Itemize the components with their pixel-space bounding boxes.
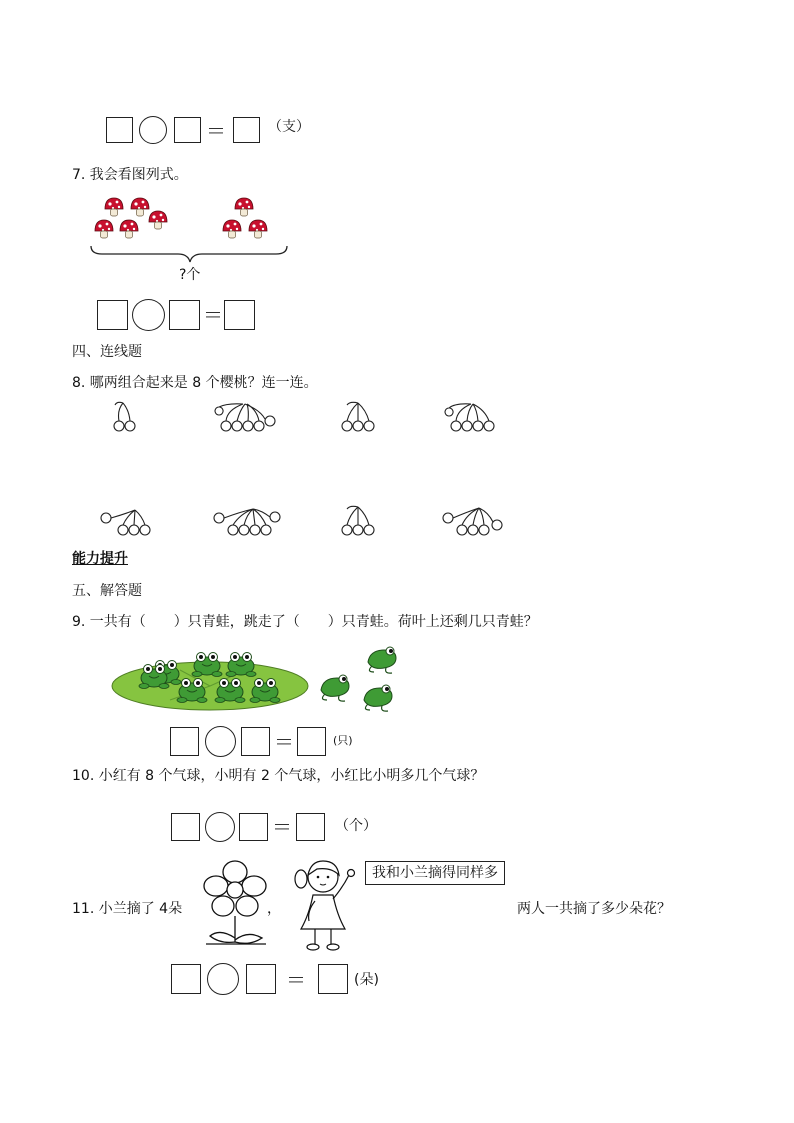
mushroom-picture: [90, 194, 330, 244]
unit-label: （个）: [335, 818, 377, 834]
answer-box[interactable]: [318, 964, 348, 994]
frog-icon: [364, 685, 392, 711]
answer-box[interactable]: [241, 727, 270, 756]
mushroom-icon: [95, 220, 113, 238]
mushroom-icon: [131, 198, 149, 216]
question-11-question: 两人一共摘了多少朵花？: [517, 901, 671, 917]
question-8-title: 8. 哪两组合起来是 8 个樱桃？连一连。: [72, 375, 318, 391]
answer-box[interactable]: [246, 964, 276, 994]
operator-circle[interactable]: [205, 812, 235, 842]
equals-sign: ＝: [206, 119, 226, 143]
question-11-text: 11. 小兰摘了 4朵: [72, 901, 183, 917]
question-7-title: 7. 我会看图列式。: [72, 167, 188, 183]
answer-box[interactable]: [171, 964, 201, 994]
answer-box[interactable]: [174, 117, 201, 143]
frog-icon: [192, 653, 222, 677]
curly-brace: [88, 244, 298, 266]
question-9-title: 9. 一共有（ ）只青蛙，跳走了（ ）只青蛙。荷叶上还剩几只青蛙？: [72, 614, 538, 630]
cherry-group-6: [214, 509, 280, 535]
equals-sign: ＝: [274, 730, 294, 754]
girl-illustration: [287, 855, 362, 955]
cherry-group-3: [342, 402, 374, 431]
operator-circle[interactable]: [132, 299, 165, 331]
operator-circle[interactable]: [205, 726, 236, 757]
cherry-group-2: [114, 402, 135, 431]
answer-box[interactable]: [296, 813, 325, 841]
comma: ，: [267, 901, 281, 917]
section-5-title: 五、解答题: [72, 583, 142, 599]
cherry-group-4: [101, 510, 150, 535]
answer-box[interactable]: [170, 727, 199, 756]
flower-icon: [200, 860, 270, 950]
equals-sign: ＝: [286, 968, 306, 992]
cherry-group-4: [445, 404, 494, 431]
answer-box[interactable]: [297, 727, 326, 756]
ability-heading: 能力提升: [72, 551, 128, 567]
mushroom-icon: [249, 220, 267, 238]
frog-picture: [110, 640, 410, 720]
answer-box[interactable]: [224, 300, 255, 330]
cherry-group-3: [342, 506, 374, 535]
unit-label: (只): [333, 734, 353, 747]
cherry-group-5: [215, 404, 275, 431]
mushroom-icon: [235, 198, 253, 216]
frog-icon: [321, 675, 349, 701]
unit-label: (朵): [354, 972, 379, 988]
frog-icon: [368, 647, 396, 673]
frog-icon: [226, 653, 256, 677]
unit-label: （支）: [268, 119, 310, 135]
question-10-title: 10. 小红有 8 个气球，小明有 2 个气球，小红比小明多几个气球？: [72, 768, 485, 784]
answer-box[interactable]: [171, 813, 200, 841]
answer-box[interactable]: [169, 300, 200, 330]
mushroom-icon: [105, 198, 123, 216]
equals-sign: ＝: [203, 303, 223, 327]
cherry-groups[interactable]: [95, 400, 515, 540]
answer-box[interactable]: [106, 117, 133, 143]
equals-sign: ＝: [272, 815, 292, 839]
answer-box[interactable]: [239, 813, 268, 841]
mushroom-icon: [120, 220, 138, 238]
cherry-group-5: [443, 508, 502, 535]
operator-circle[interactable]: [207, 963, 239, 995]
section-4-title: 四、连线题: [72, 344, 142, 360]
answer-box[interactable]: [233, 117, 260, 143]
speech-bubble: 我和小兰摘得同样多: [365, 861, 505, 885]
mushroom-icon: [223, 220, 241, 238]
operator-circle[interactable]: [139, 116, 167, 144]
brace-label: ?个: [179, 267, 201, 283]
mushroom-icon: [149, 211, 167, 229]
answer-box[interactable]: [97, 300, 128, 330]
